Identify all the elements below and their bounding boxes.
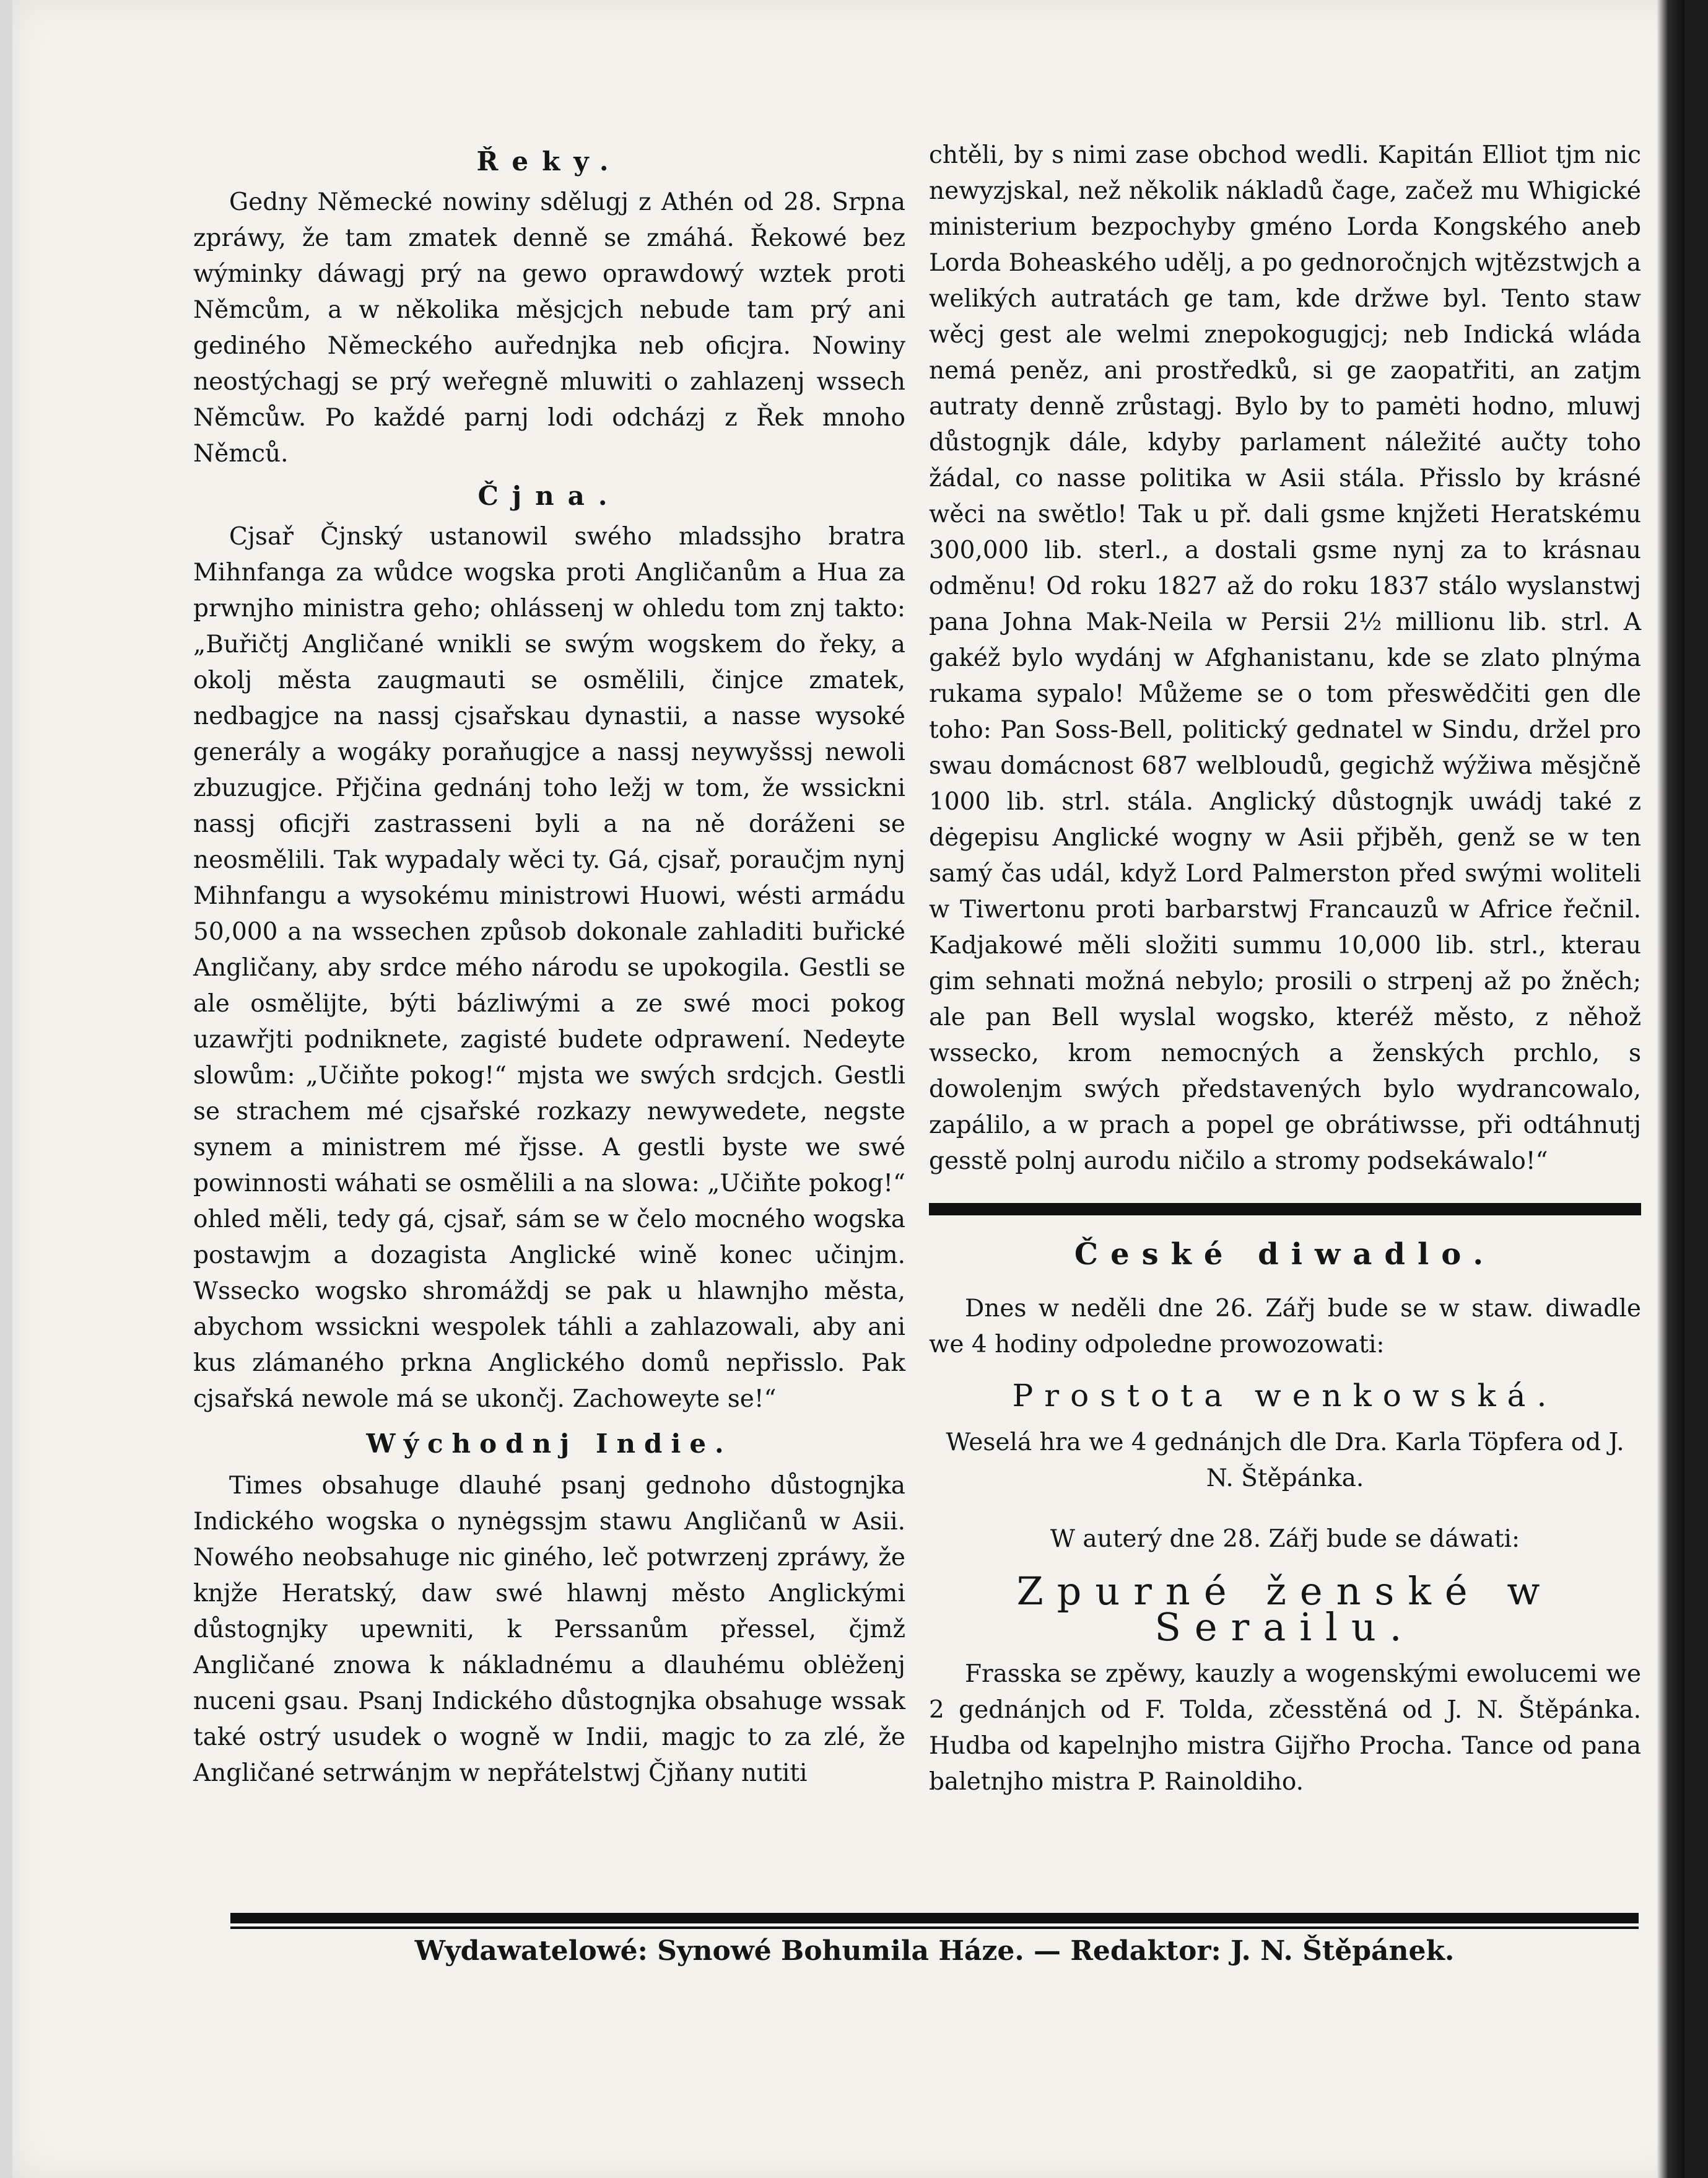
play-description-prostota: Weselá hra we 4 gednánjch dle Dra. Karla Töpfera od J. N. Štěpánka. (946, 1428, 1624, 1492)
play-title-prostota: Prostota wenkowská. (1012, 1378, 1558, 1414)
left-column (193, 138, 905, 1791)
article-greece: Gedny Německé nowiny sdělugj z Athén od 28. Srpna zpráwy, že tam zmatek denně se zmáhá. Řekowé bez wýminky dáwagj prý na gewo oprawdowý wztek proti Němcům, a w několika měsjcjch nebude tam prý ani gediného Německého auřednjka neb oficjra. Nowiny neostýchagj se prý weřegně mluwiti o zahlazenj wssech Němcůw. Po každé parnj lodi odcházj z Řek mnoho Němců. (193, 188, 905, 468)
article-east-india: Times obsahuge dlauhé psanj gednoho důstognjka Indického wogska o nynėgssjm stawu Angličanů w Asii. Nowého neobsahuge nic giného, leč potwrzenj zpráwy, že knjže Heratský, daw swé hlawnj město Anglickými důstognjky upewniti, k Perssanům přessel, čjmž Angličané znowa k nákladnému a dlauhému oblėženj nuceni gsau. Psanj Indického důstognjka obsahuge wssak také ostrý usudek o wogně w Indii, magjc to za zlé, že Angličané setrwánjm w nepřátelstwj Čjňany nutiti (193, 1472, 905, 1787)
newspaper-page (12, 0, 1684, 2178)
heading-greece: Řeky. (476, 146, 622, 177)
heading-china: Čjna. (477, 481, 621, 511)
footer-rule-thick (230, 1913, 1639, 1923)
play-title-zpurne: Zpurné ženské w Serailu. (1016, 1568, 1554, 1650)
heading-czech-theatre: České diwadlo. (1074, 1237, 1496, 1272)
publisher-line: Wydawatelowé: Synowé Bohumila Háze. — Redaktor: J. N. Štěpánek. (414, 1935, 1455, 1967)
scan-right-edge (1657, 0, 1684, 2178)
theatre-tuesday-announcement: W auterý dne 28. Zářj bude se dáwati: (1050, 1525, 1520, 1553)
section-divider (929, 1203, 1641, 1215)
heading-east-india: Wýchodnj Indie. (366, 1428, 733, 1459)
play-description-zpurne: Frasska se zpěwy, kauzly a wogenskými ewolucemi we 2 gednánjch od F. Tolda, zčesstěná od J. N. Štěpánka. Hudba od kapelnjho mistra Gijřho Procha. Tance od pana baletnjho mistra P. Rainoldiho. (929, 1660, 1641, 1796)
theatre-sunday-announcement: Dnes w neděli dne 26. Zářj bude se w staw. diwadle we 4 hodiny odpoledne prowozowati: (929, 1295, 1641, 1358)
article-east-india-continued: chtěli, by s nimi zase obchod wedli. Kapitán Elliot tjm nic newyzjskal, než několik nákladů čage, začež mu Whigické ministerium bezpochyby gméno Lorda Kongského aneb Lorda Boheaského udělj, a po gednoročnjch wjtězstwjch a welikých autratách ge tam, kde držwe byl. Tento staw wěcj gest ale welmi znepokogugjcj; neb Indická wláda nemá peněz, ani prostředků, si ge zaopatřiti, an zatjm autraty denně zrůstagj. Bylo by to pamėti hodno, mluwj důstognjk dále, kdyby parlament náležité aučty toho žádal, co nasse politika w Asii stála. Přisslo by krásné wěci na swětlo! Tak u př. dali gsme knjžeti Heratskému 300,000 lib. sterl., a dostali gsme nynj za to krásnau odměnu! Od roku 1827 až do roku 1837 stálo wyslanstwj pana Johna Mak-Neila w Persii 2½ millionu lib. strl. A gakéž bylo wydánj w Afghanistanu, kde se zlato plnýma rukama sypalo! Můžeme se o tom přeswědčiti gen dle toho: Pan Soss-Bell, politický gednatel w Sindu, držel pro swau domácnost 687 welbloudů, gegichž wýžiwa měsjčně 1000 lib. strl. stála. Anglický důstognjk uwádj také z dėgepisu Anglické wogny w Asii přjběh, genž se w ten samý čas udál, když Lord Palmerston před swými woliteli w Tiwertonu proti barbarstwj Francauzů w Africe řečnil. Kadjakowé měli složiti summu 10,000 lib. strl., kterau gim sehnati možná nebylo; prosili o strpenj až po žněch; ale pan Bell wyslal wogsko, kteréž město, z něhož wssecko, krom nemocných a ženských prchlo, s dowolenjm swých představených bylo wydrancowalo, zapálilo, a w prach a popel ge obrátiwsse, při odtáhnutj gesstě polnj aurodu ničilo a stromy podsekáwalo!“ (929, 141, 1641, 1175)
article-china: Cjsař Čjnský ustanowil swého mladssjho bratra Mihnfanga za wůdce wogska proti Angličanům a Hua za prwnjho ministra geho; ohlássenj w ohledu tom znj takto: „Buřičtj Angličané wnikli se swým wogskem do řeky, a okolj města zaugmauti se osmělili, činjce zmatek, nedbagjce na nassj cjsařskau dynastii, a nasse wysoké generály a wogáky poraňugjce a nassj neywyšssj newoli zbuzugjce. Přjčina gednánj toho ležj w tom, že wssickni nassj oficjři zastrasseni byli a na ně doráženi se neosmělili. Tak wypadaly wěci ty. Gá, cjsař, poraučjm nynj Mihnfangu a wysokému ministrowi Huowi, wésti armádu 50,000 a na wssechen způsob dokonale zahladiti buřické Angličany, aby srdce mého národu se upokogila. Gestli se ale osmělijte, býti bázliwými a ze swé moci pokog uzawřjti podniknete, zagisté budete odprawení. Nedeyte slowům: „Učiňte pokog!“ mjsta we swých srdcjch. Gestli se strachem mé cjsařské rozkazy newywedete, negste synem a ministrem mé řjsse. A gestli byste we swé powinnosti wáhati se osmělili a na slowa: „Učiňte pokog!“ ohled měli, tedy gá, cjsař, sám se w čelo mocného wogska postawjm a dozagista Anglické wině konec učinjm. Wssecko wogsko shromáždj se pak u hlawnjho města, abychom wssickni wespolek táhli a zahlazowali, aby ani kus zlámaného prkna Anglického domů nepřisslo. Pak cjsařská newole má se ukončj. Zachoweyte se!“ (193, 523, 905, 1413)
scan-left-edge (0, 0, 14, 2178)
footer-rule-thin (230, 1927, 1639, 1929)
right-column (929, 138, 1641, 1800)
